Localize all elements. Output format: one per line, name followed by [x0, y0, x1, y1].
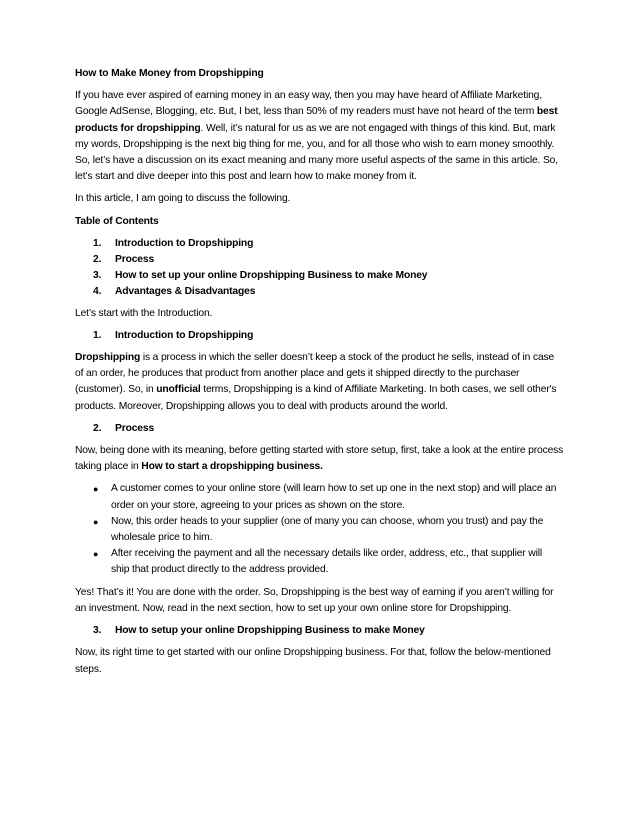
toc-heading: Table of Contents [75, 215, 159, 227]
bold-link: How to start a dropshipping business. [141, 461, 323, 473]
toc-item-label: Process [115, 254, 155, 266]
toc-item-number: 3. [93, 270, 102, 282]
bullet-icon: ● [93, 484, 99, 495]
toc-item-label: Advantages & Disadvantages [115, 286, 256, 298]
bullet-item [75, 514, 565, 546]
section-2-heading [75, 421, 565, 437]
intro-paragraph-2: In this article, I am going to discuss the following. [75, 193, 291, 205]
process-bullet-list [75, 481, 565, 578]
toc-item [75, 284, 565, 300]
bullet-icon: ● [93, 549, 99, 560]
section-title: Introduction to Dropshipping [115, 329, 254, 341]
bold-term: unofficial [156, 384, 201, 396]
document-page [75, 66, 565, 684]
bullet-item [75, 546, 565, 578]
intro-paragraph [75, 88, 565, 185]
section-1-heading [75, 328, 565, 344]
section-number: 1. [93, 329, 102, 341]
document-title: How to Make Money from Dropshipping [75, 68, 264, 79]
bold-term: Dropshipping [75, 352, 141, 364]
toc-item-number: 4. [93, 286, 102, 298]
bullet-text: After receiving the payment and all the necessary details like order, address, etc., that supplier will ship that product directly to the address provided. [111, 548, 542, 576]
section-3-paragraph: Now, its right time to get started with our online Dropshipping business. For that, follow the below-mentioned steps. [75, 647, 551, 675]
section-number: 2. [93, 422, 102, 434]
section-1-text: is a process in which the seller doesn’t keep a stock of the product he sells, instead of in case of an order, he produces that product from another place and gets it shipped directly to the purchaser (customer). So, in [75, 352, 555, 396]
lets-start-text: Let’s start with the Introduction. [75, 307, 213, 319]
bullet-text: Now, this order heads to your supplier (one of many you can choose, whom you trust) and pay the wholesale price to him. [111, 515, 544, 544]
intro-text-rest: . Well, it’s natural for us as we are not engaged with things of this kind. But, mark my words, Dropshipping is the next big thing for me, you, and for all those who wish to earn money smoothly. So, let’s have a discussion on its exact meaning and many more useful aspects of the same in this article. So, let’s start and dive deeper into this post and learn how to make money from it. [75, 122, 558, 183]
toc-item [75, 252, 565, 268]
bullet-icon: ● [93, 516, 99, 527]
bullet-item [75, 481, 565, 513]
section-1-text-rest: terms, Dropshipping is a kind of Affiliate Marketing. In both cases, we sell other's products. Moreover, Dropshipping allows you to deal with products around the world. [75, 384, 557, 412]
section-number: 3. [93, 625, 102, 637]
toc-item-number: 2. [93, 254, 102, 266]
section-2-paragraph [75, 443, 565, 475]
toc-item-number: 1. [93, 237, 102, 249]
toc-item-label: How to set up your online Dropshipping Business to make Money [115, 270, 428, 282]
intro-text: If you have ever aspired of earning money in an easy way, then you may have heard of Affiliate Marketing, Google AdSense, Blogging, etc. But, I bet, less than 50% of my readers must have not heard of the term [75, 90, 542, 118]
toc-item [75, 236, 565, 252]
toc-item [75, 268, 565, 284]
section-3-heading [75, 623, 565, 639]
bullet-text: A customer comes to your online store (will learn how to set up one in the next stop) and will place an order on your store, agreeing to your prices as shown on the store. [111, 483, 557, 511]
section-title: Process [115, 422, 155, 434]
intro-bold-link: best products for dropshipping [75, 106, 558, 134]
section-title: How to setup your online Dropshipping Business to make Money [115, 625, 425, 637]
toc-item-label: Introduction to Dropshipping [115, 237, 254, 249]
section-1-paragraph [75, 350, 565, 415]
section-2-text: Now, being done with its meaning, before getting started with store setup, first, take a look at the entire process taking place in [75, 445, 564, 473]
section-2-after-paragraph: Yes! That’s it! You are done with the order. So, Dropshipping is the best way of earning if you aren’t willing for an investment. Now, read in the next section, how to set up your own online store for Dropshipping. [75, 586, 554, 614]
toc-list [75, 236, 565, 301]
